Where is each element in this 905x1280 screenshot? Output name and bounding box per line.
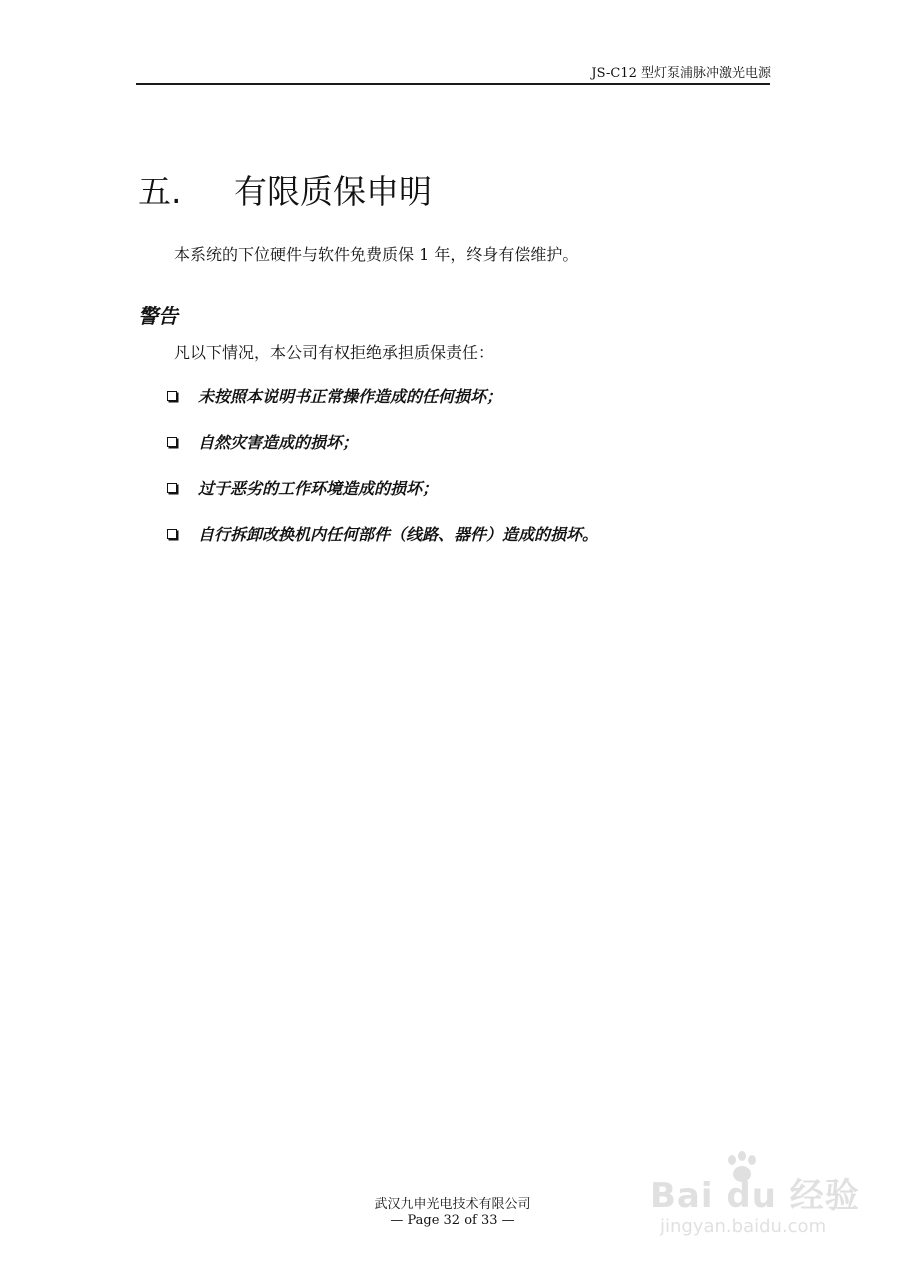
section-number: 五.: [138, 172, 182, 211]
page-number: — Page 32 of 33 —: [390, 1213, 515, 1228]
checkbox-bullet-icon: [167, 483, 177, 493]
list-item-text: 自然灾害造成的损坏；: [198, 433, 359, 452]
list-item-text: 自行拆卸改换机内任何部件（线路、器件）造成的损坏。: [198, 525, 599, 544]
checkbox-bullet-icon: [167, 391, 177, 401]
header-divider: [136, 83, 770, 85]
document-header-title: JS-C12 型灯泵浦脉冲激光电源: [591, 66, 771, 81]
list-item: [167, 476, 598, 499]
section-title: 有限质保申明: [234, 172, 432, 211]
checkbox-bullet-icon: [167, 437, 177, 447]
list-item: [167, 384, 598, 407]
footer-company: 武汉九申光电技术有限公司: [374, 1197, 531, 1212]
section-heading: [138, 166, 432, 213]
baidu-watermark: [640, 1150, 870, 1250]
checkbox-bullet-icon: [167, 529, 177, 539]
warning-intro: 凡以下情况，本公司有权拒绝承担质保责任：: [174, 343, 495, 362]
warning-heading: 警告: [138, 304, 178, 328]
list-item-text: 未按照本说明书正常操作造成的任何损坏；: [198, 387, 503, 406]
list-item-text: 过于恶劣的工作环境造成的损坏；: [198, 479, 439, 498]
exclusion-list: [167, 384, 598, 568]
watermark-brand: Bai du 经验: [650, 1176, 860, 1216]
list-item: [167, 522, 598, 545]
watermark-url: jingyan.baidu.com: [660, 1216, 827, 1237]
warranty-statement: 本系统的下位硬件与软件免费质保 1 年，终身有偿维护。: [174, 245, 579, 264]
list-item: [167, 430, 598, 453]
